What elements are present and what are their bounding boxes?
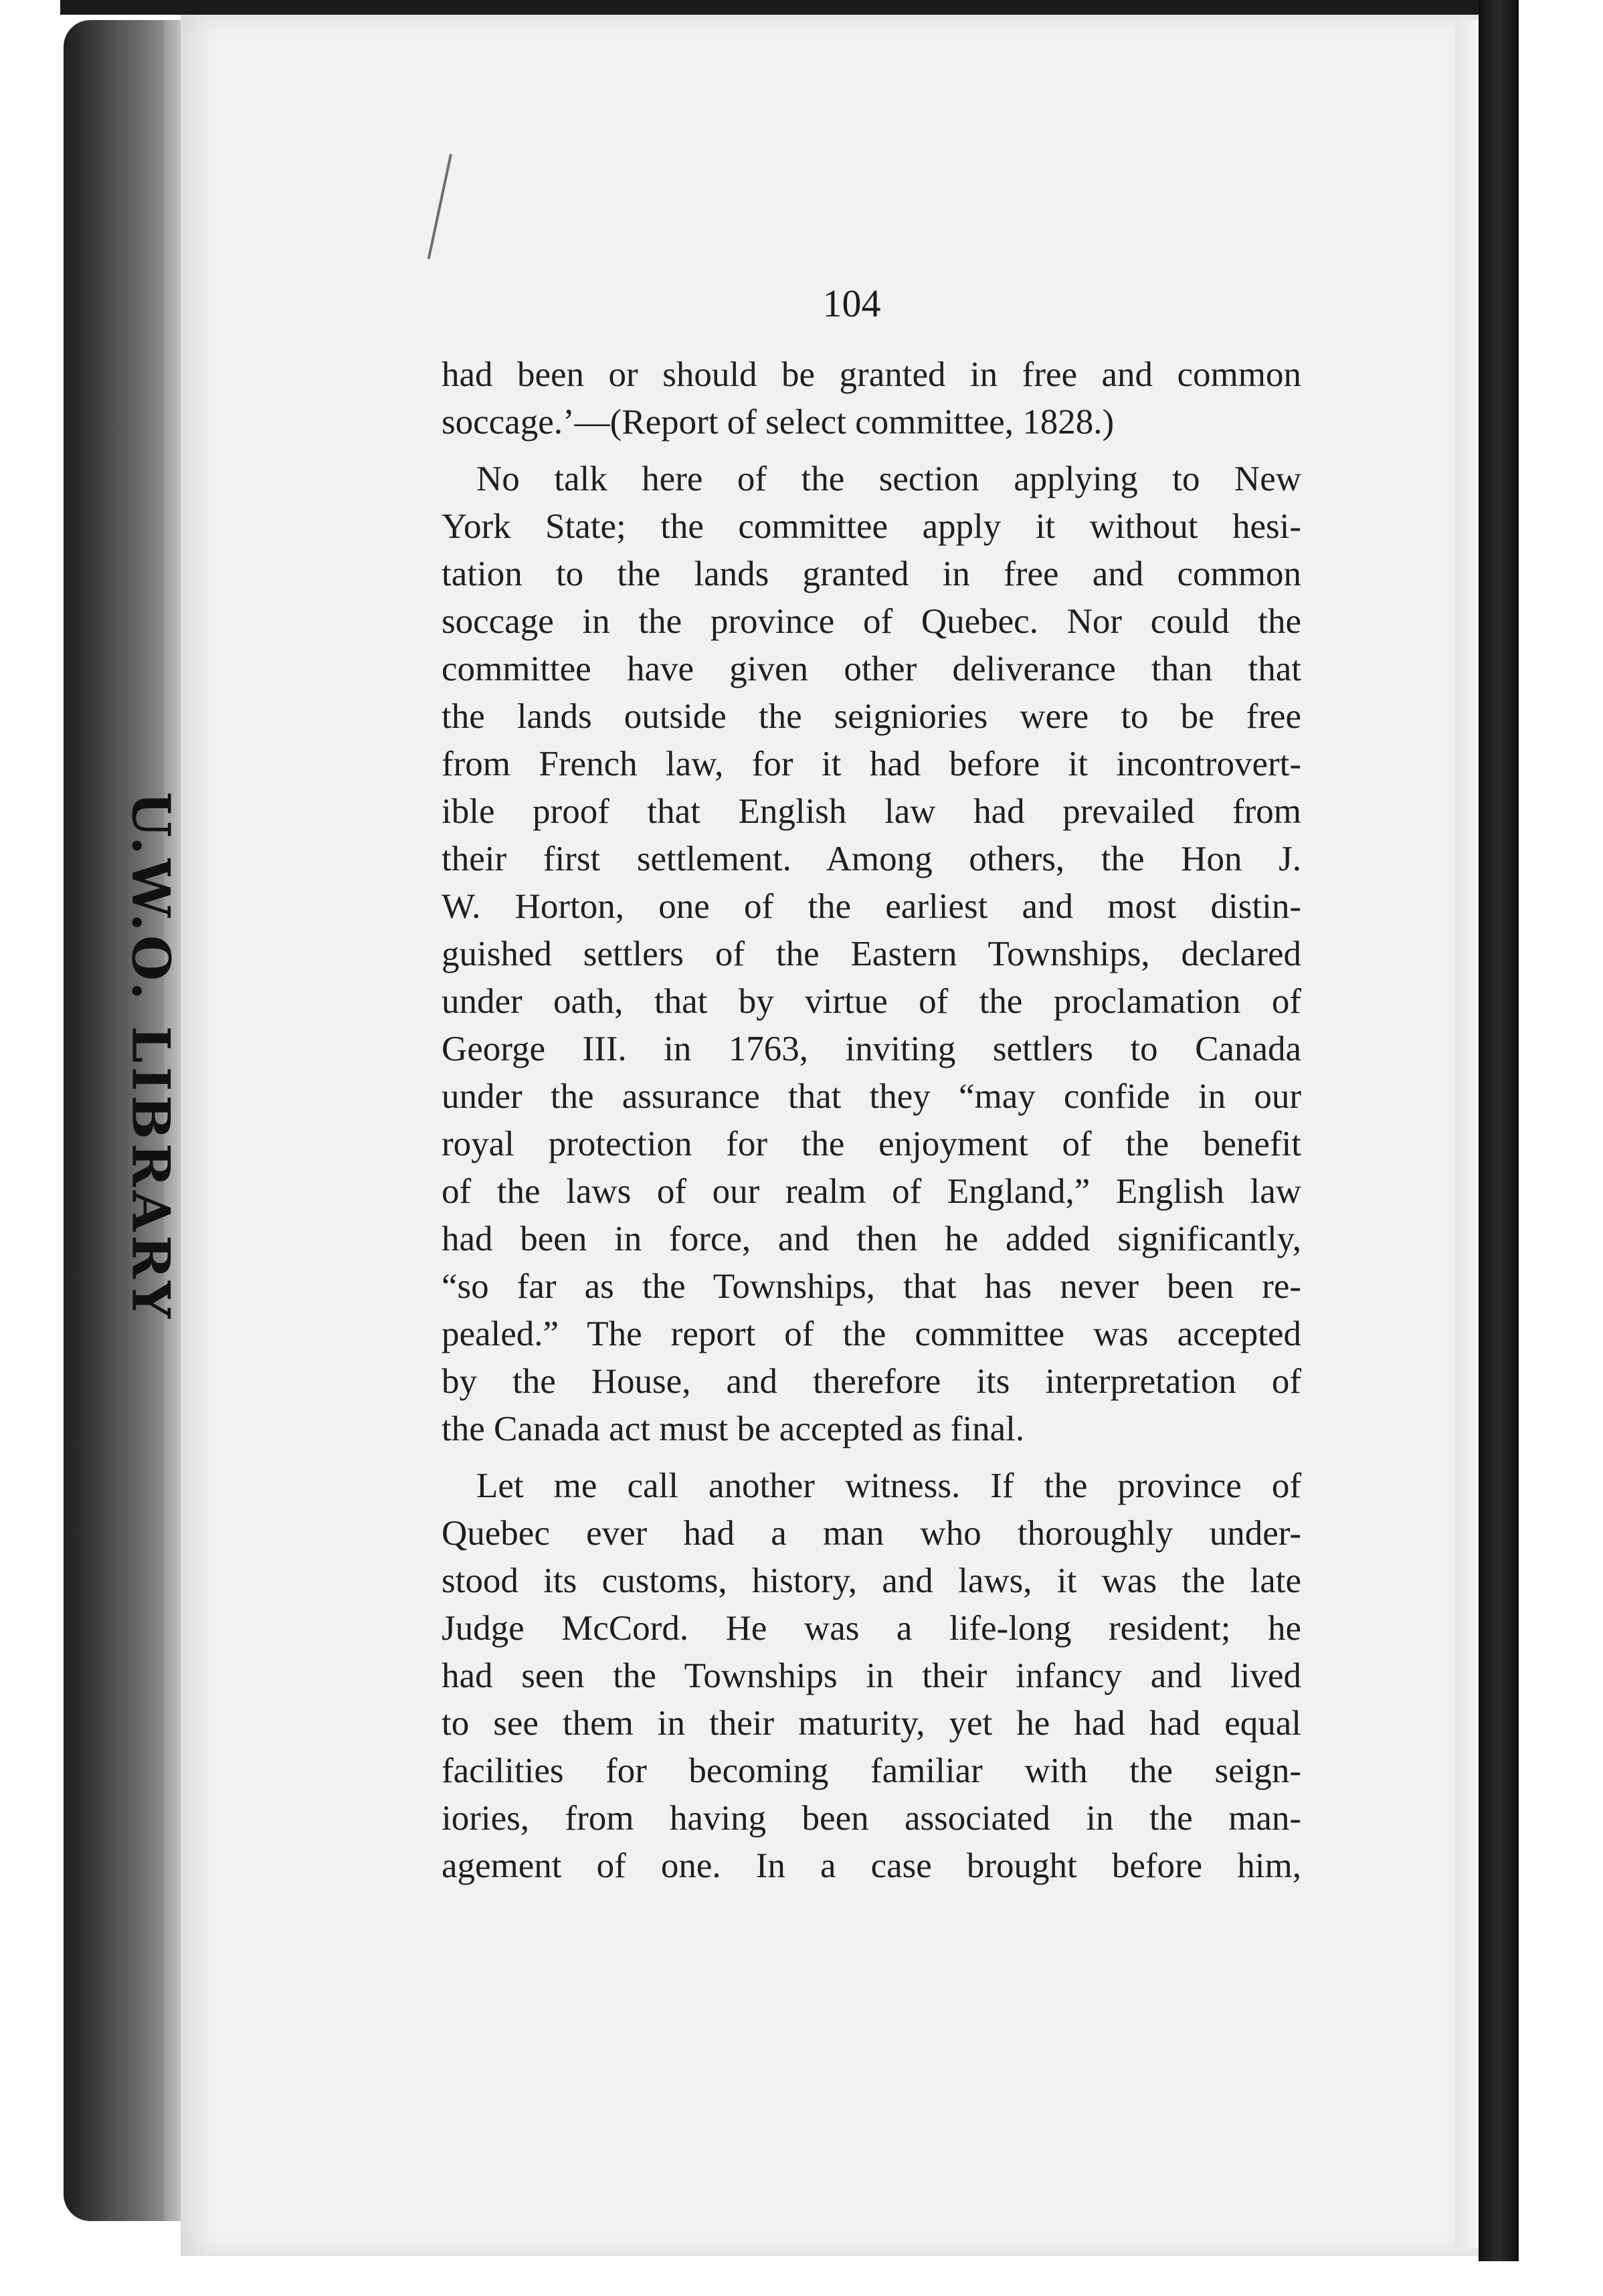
text-line: Quebec ever had a man who thoroughly under- <box>442 1514 1301 1553</box>
text-line: “so far as the Townships, that has never been re- <box>442 1267 1301 1306</box>
text-line: Judge McCord. He was a life-long resident; he <box>442 1609 1301 1648</box>
text-line: their first settlement. Among others, the Hon J. <box>442 840 1301 878</box>
text-line: tation to the lands granted in free and common <box>442 555 1301 593</box>
text-line: under the assurance that they “may confide in our <box>442 1077 1301 1116</box>
text-line: soccage.’—(Report of select committee, 1828.) <box>442 403 1115 442</box>
text-line: the lands outside the seigniories were to be free <box>442 697 1301 736</box>
text-line: facilities for becoming familiar with the seign- <box>442 1751 1301 1790</box>
text-line: the Canada act must be accepted as final. <box>442 1410 1025 1448</box>
text-line: No talk here of the section applying to New <box>476 460 1301 498</box>
paragraph-3 <box>442 1462 1301 1890</box>
paragraph-2 <box>442 456 1301 1453</box>
text-line: soccage in the province of Quebec. Nor could the <box>442 602 1301 641</box>
text-line: had been or should be granted in free and common <box>442 355 1301 394</box>
text-line: by the House, and therefore its interpretation of <box>442 1362 1301 1401</box>
scan-top-border <box>60 0 1519 15</box>
text-line: Let me call another witness. If the province of <box>476 1466 1301 1505</box>
text-line: royal protection for the enjoyment of the benefit <box>442 1125 1301 1163</box>
text-line: W. Horton, one of the earliest and most distin- <box>442 887 1301 926</box>
text-line: had been in force, and then he added significantly, <box>442 1220 1301 1258</box>
text-line: George III. in 1763, inviting settlers to Canada <box>442 1030 1301 1068</box>
text-line: committee have given other deliverance than that <box>442 650 1301 688</box>
text-line: of the laws of our realm of England,” English law <box>442 1172 1301 1211</box>
paragraph-1 <box>442 351 1301 446</box>
text-line: ible proof that English law had prevailed from <box>442 792 1301 831</box>
text-line: pealed.” The report of the committee was accepted <box>442 1315 1301 1353</box>
text-line: from French law, for it had before it incontrovert- <box>442 745 1301 783</box>
text-line: iories, from having been associated in the man- <box>442 1799 1301 1838</box>
facing-page-edge <box>1479 0 1519 2261</box>
text-line: under oath, that by virtue of the proclamation of <box>442 982 1301 1021</box>
text-line: stood its customs, history, and laws, it was the late <box>442 1561 1301 1600</box>
body-text <box>442 351 1301 1890</box>
page-edge-highlight <box>1455 20 1479 2248</box>
spine-library-stamp <box>114 791 187 1323</box>
spine-label-text: U.W.O. LIBRARY <box>120 791 181 1323</box>
text-line: guished settlers of the Eastern Townships, declared <box>442 935 1301 973</box>
text-line: to see them in their maturity, yet he had had equal <box>442 1704 1301 1743</box>
text-line: York State; the committee apply it without hesi- <box>442 507 1301 546</box>
page-number: 104 <box>822 282 881 325</box>
text-line: had seen the Townships in their infancy and lived <box>442 1656 1301 1695</box>
text-line: agement of one. In a case brought before him, <box>442 1846 1301 1885</box>
